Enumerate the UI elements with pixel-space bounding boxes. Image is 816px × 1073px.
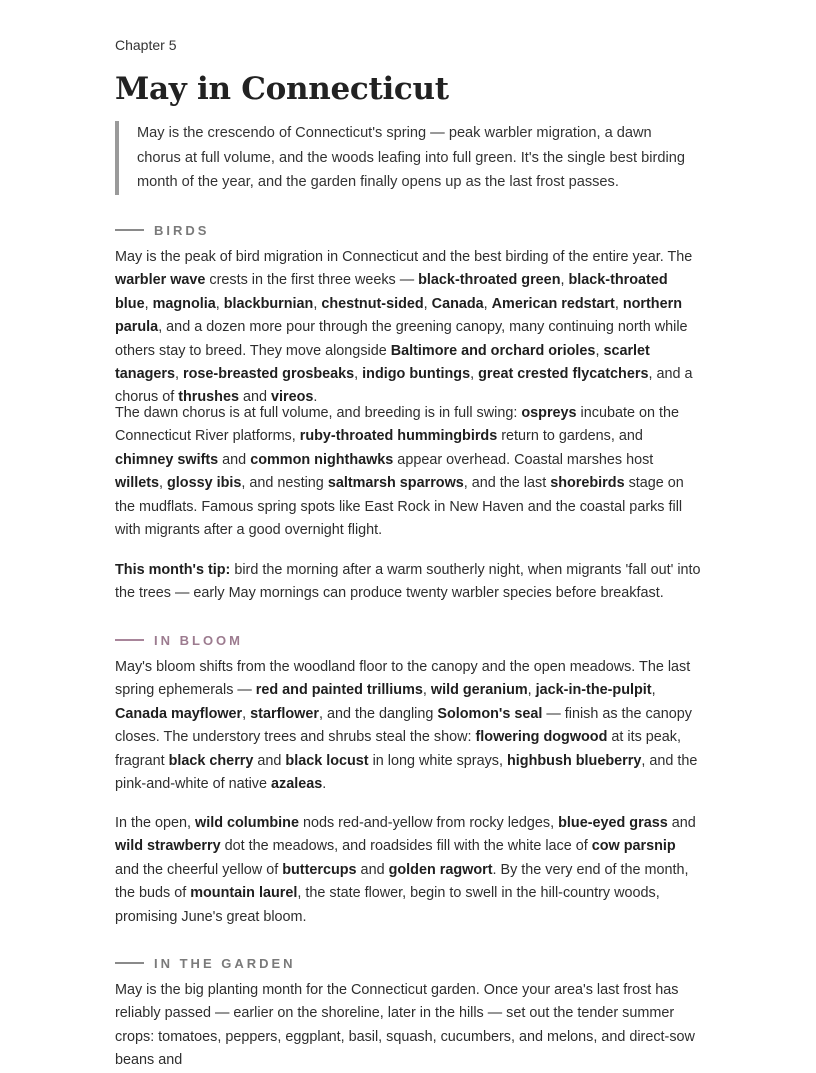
text-run: , and the last — [463, 475, 551, 492]
text-run: , — [483, 295, 492, 312]
text-run: , — [144, 295, 153, 312]
text-run: , and a chorus of — [115, 366, 693, 406]
garden-paragraph-1 — [115, 979, 703, 1073]
text-run: and the cheerful yellow of — [115, 861, 283, 878]
bloom-paragraph-1 — [115, 656, 703, 796]
text-run: May's bloom shifts from the woodland floor to the canopy and the open meadows. The last spring ephemerals — — [115, 659, 691, 699]
chapter-label: Chapter 5 — [115, 37, 177, 53]
chapter-title: May in Connecticut — [115, 71, 449, 107]
text-run: and — [356, 861, 389, 878]
text-run: in long white sprays, — [368, 752, 507, 769]
bold-term: vireos — [271, 389, 314, 406]
text-run: , — [560, 272, 569, 289]
text-run: — finish as the canopy closes. The understory trees and shrubs steal the show: — [115, 705, 692, 746]
bold-term: indigo buntings — [362, 366, 471, 383]
bold-term: Canada mayflower — [115, 705, 243, 722]
section-heading-label: IN THE GARDEN — [154, 955, 296, 971]
section-heading-bloom — [115, 630, 243, 650]
section-heading-label: IN BLOOM — [154, 632, 243, 648]
bold-term: black locust — [285, 752, 369, 769]
text-run: , — [595, 342, 604, 359]
text-run: , and a dozen more pour through the greening canopy, many continuing north while others stay to breed. They move alongside — [115, 319, 688, 359]
text-run: , — [614, 295, 623, 312]
bold-term: scarlet tanagers — [115, 342, 650, 383]
bold-term: blackburnian — [223, 295, 314, 312]
bold-term: glossy ibis — [167, 475, 242, 492]
text-run: , — [313, 295, 322, 312]
bold-term: wild columbine — [195, 815, 299, 831]
bold-term: blue-eyed grass — [558, 815, 668, 831]
bold-term: flowering dogwood — [475, 729, 608, 746]
text-run: dot the meadows, and roadsides fill with the white lace of — [220, 838, 592, 855]
bloom-paragraph-2 — [115, 812, 703, 929]
birds-paragraph-2 — [115, 402, 703, 542]
birds-tip-paragraph — [115, 559, 703, 606]
text-run: and — [238, 389, 271, 406]
bold-term: wild geranium — [430, 682, 528, 699]
bold-term: thrushes — [178, 389, 239, 406]
text-run: May is the big planting month for the Connecticut garden. Once your area's last frost has reliably passed — earlier on the shoreline, later in the hills — set out the tender summer crops: tomatoes, peppers, eggplant, basil, squash, cucumbers, and melons, and direct-sow beans and — [115, 982, 695, 1069]
text-run: . — [313, 389, 318, 406]
bold-term: starflower — [250, 705, 319, 722]
text-run: and — [218, 451, 251, 468]
bold-term: saltmarsh sparrows — [327, 475, 464, 492]
bold-term: This month's tip: — [115, 562, 231, 578]
text-run: at its peak, fragrant — [115, 729, 681, 769]
text-run: The dawn chorus is at full volume, and breeding is in full swing: — [115, 405, 522, 421]
bold-term: magnolia — [152, 295, 216, 312]
bold-term: Solomon's seal — [437, 705, 543, 722]
bold-term: warbler wave — [115, 272, 206, 289]
text-run: crests in the first three weeks — — [205, 272, 419, 289]
text-run: . By the very end of the month, the buds of — [115, 861, 689, 902]
bold-term: ruby-throated hummingbirds — [299, 428, 498, 445]
bold-term: chimney swifts — [115, 451, 219, 468]
bold-term: great crested flycatchers — [478, 366, 649, 383]
text-run: , — [470, 366, 479, 383]
bold-term: red and painted trilliums — [255, 682, 423, 699]
text-run: incubate on the Connecticut River platforms, — [115, 405, 679, 445]
bold-term: cow parsnip — [591, 838, 676, 855]
text-run: stage on the mudflats. Famous spring spots like East Rock in New Haven and the coastal parks fill with migrants after a good overnight flight. — [115, 475, 684, 539]
text-run: , and the pink-and-white of native — [115, 752, 698, 793]
bold-term: ospreys — [521, 405, 577, 421]
text-run: In the open, — [115, 815, 196, 831]
bold-term: northern parula — [115, 295, 682, 336]
bold-term: black-throated green — [418, 272, 561, 289]
bold-term: common nighthawks — [250, 451, 394, 468]
section-heading-garden — [115, 953, 296, 973]
text-run: , — [242, 705, 251, 722]
text-run: , and the dangling — [318, 705, 438, 722]
text-run: , — [651, 682, 656, 699]
section-rule — [115, 229, 144, 231]
bold-term: American redstart — [491, 295, 615, 312]
text-run: and — [667, 815, 696, 831]
text-run: , the state flower, begin to swell in the hill-country woods, promising June's great bloom. — [115, 885, 660, 925]
bold-term: mountain laurel — [190, 885, 298, 902]
birds-paragraph-1 — [115, 246, 703, 410]
bold-term: willets — [115, 475, 159, 492]
text-run: , — [354, 366, 363, 383]
text-run: May is the peak of bird migration in Connecticut and the best birding of the entire year. The — [115, 249, 693, 265]
text-run: nods red-and-yellow from rocky ledges, — [298, 815, 559, 831]
bold-term: golden ragwort — [388, 861, 493, 878]
bold-term: azaleas — [271, 776, 323, 793]
section-heading-label: BIRDS — [154, 222, 210, 238]
text-run: , — [422, 682, 431, 699]
text-run: , — [175, 366, 183, 383]
section-heading-birds — [115, 220, 209, 240]
bold-term: black cherry — [168, 752, 254, 769]
section-rule — [115, 962, 144, 964]
bold-term: chestnut-sided — [321, 295, 424, 312]
text-run: return to gardens, and — [497, 428, 643, 445]
text-run: , and nesting — [241, 475, 328, 492]
text-run: , — [423, 295, 432, 312]
bold-term: highbush blueberry — [507, 752, 642, 769]
bold-term: Baltimore and orchard orioles — [390, 342, 596, 359]
text-run: . — [322, 776, 327, 793]
bold-term: buttercups — [282, 861, 357, 878]
text-run: , — [527, 682, 536, 699]
text-run: and — [253, 752, 286, 769]
bold-term: Canada — [431, 295, 484, 312]
bold-term: rose-breasted grosbeaks — [183, 366, 355, 383]
text-run: , — [215, 295, 224, 312]
intro-blockquote: May is the crescendo of Connecticut's spring — peak warbler migration, a dawn chorus at full volume, and the woods leafing into full green. It's the single best birding month of the year, and the garden finally opens up as the last frost passes. — [115, 121, 699, 195]
section-rule — [115, 639, 144, 641]
text-run: appear overhead. Coastal marshes host — [393, 451, 654, 468]
text-run: bird the morning after a warm southerly night, when migrants 'fall out' into the trees — early May mornings can produce twenty warbler species before breakfast. — [115, 562, 701, 602]
text-run: , — [159, 475, 167, 492]
bold-term: shorebirds — [550, 475, 625, 492]
bold-term: wild strawberry — [115, 838, 221, 855]
bold-term: black-throated blue — [115, 272, 668, 312]
bold-term: jack-in-the-pulpit — [535, 682, 652, 699]
